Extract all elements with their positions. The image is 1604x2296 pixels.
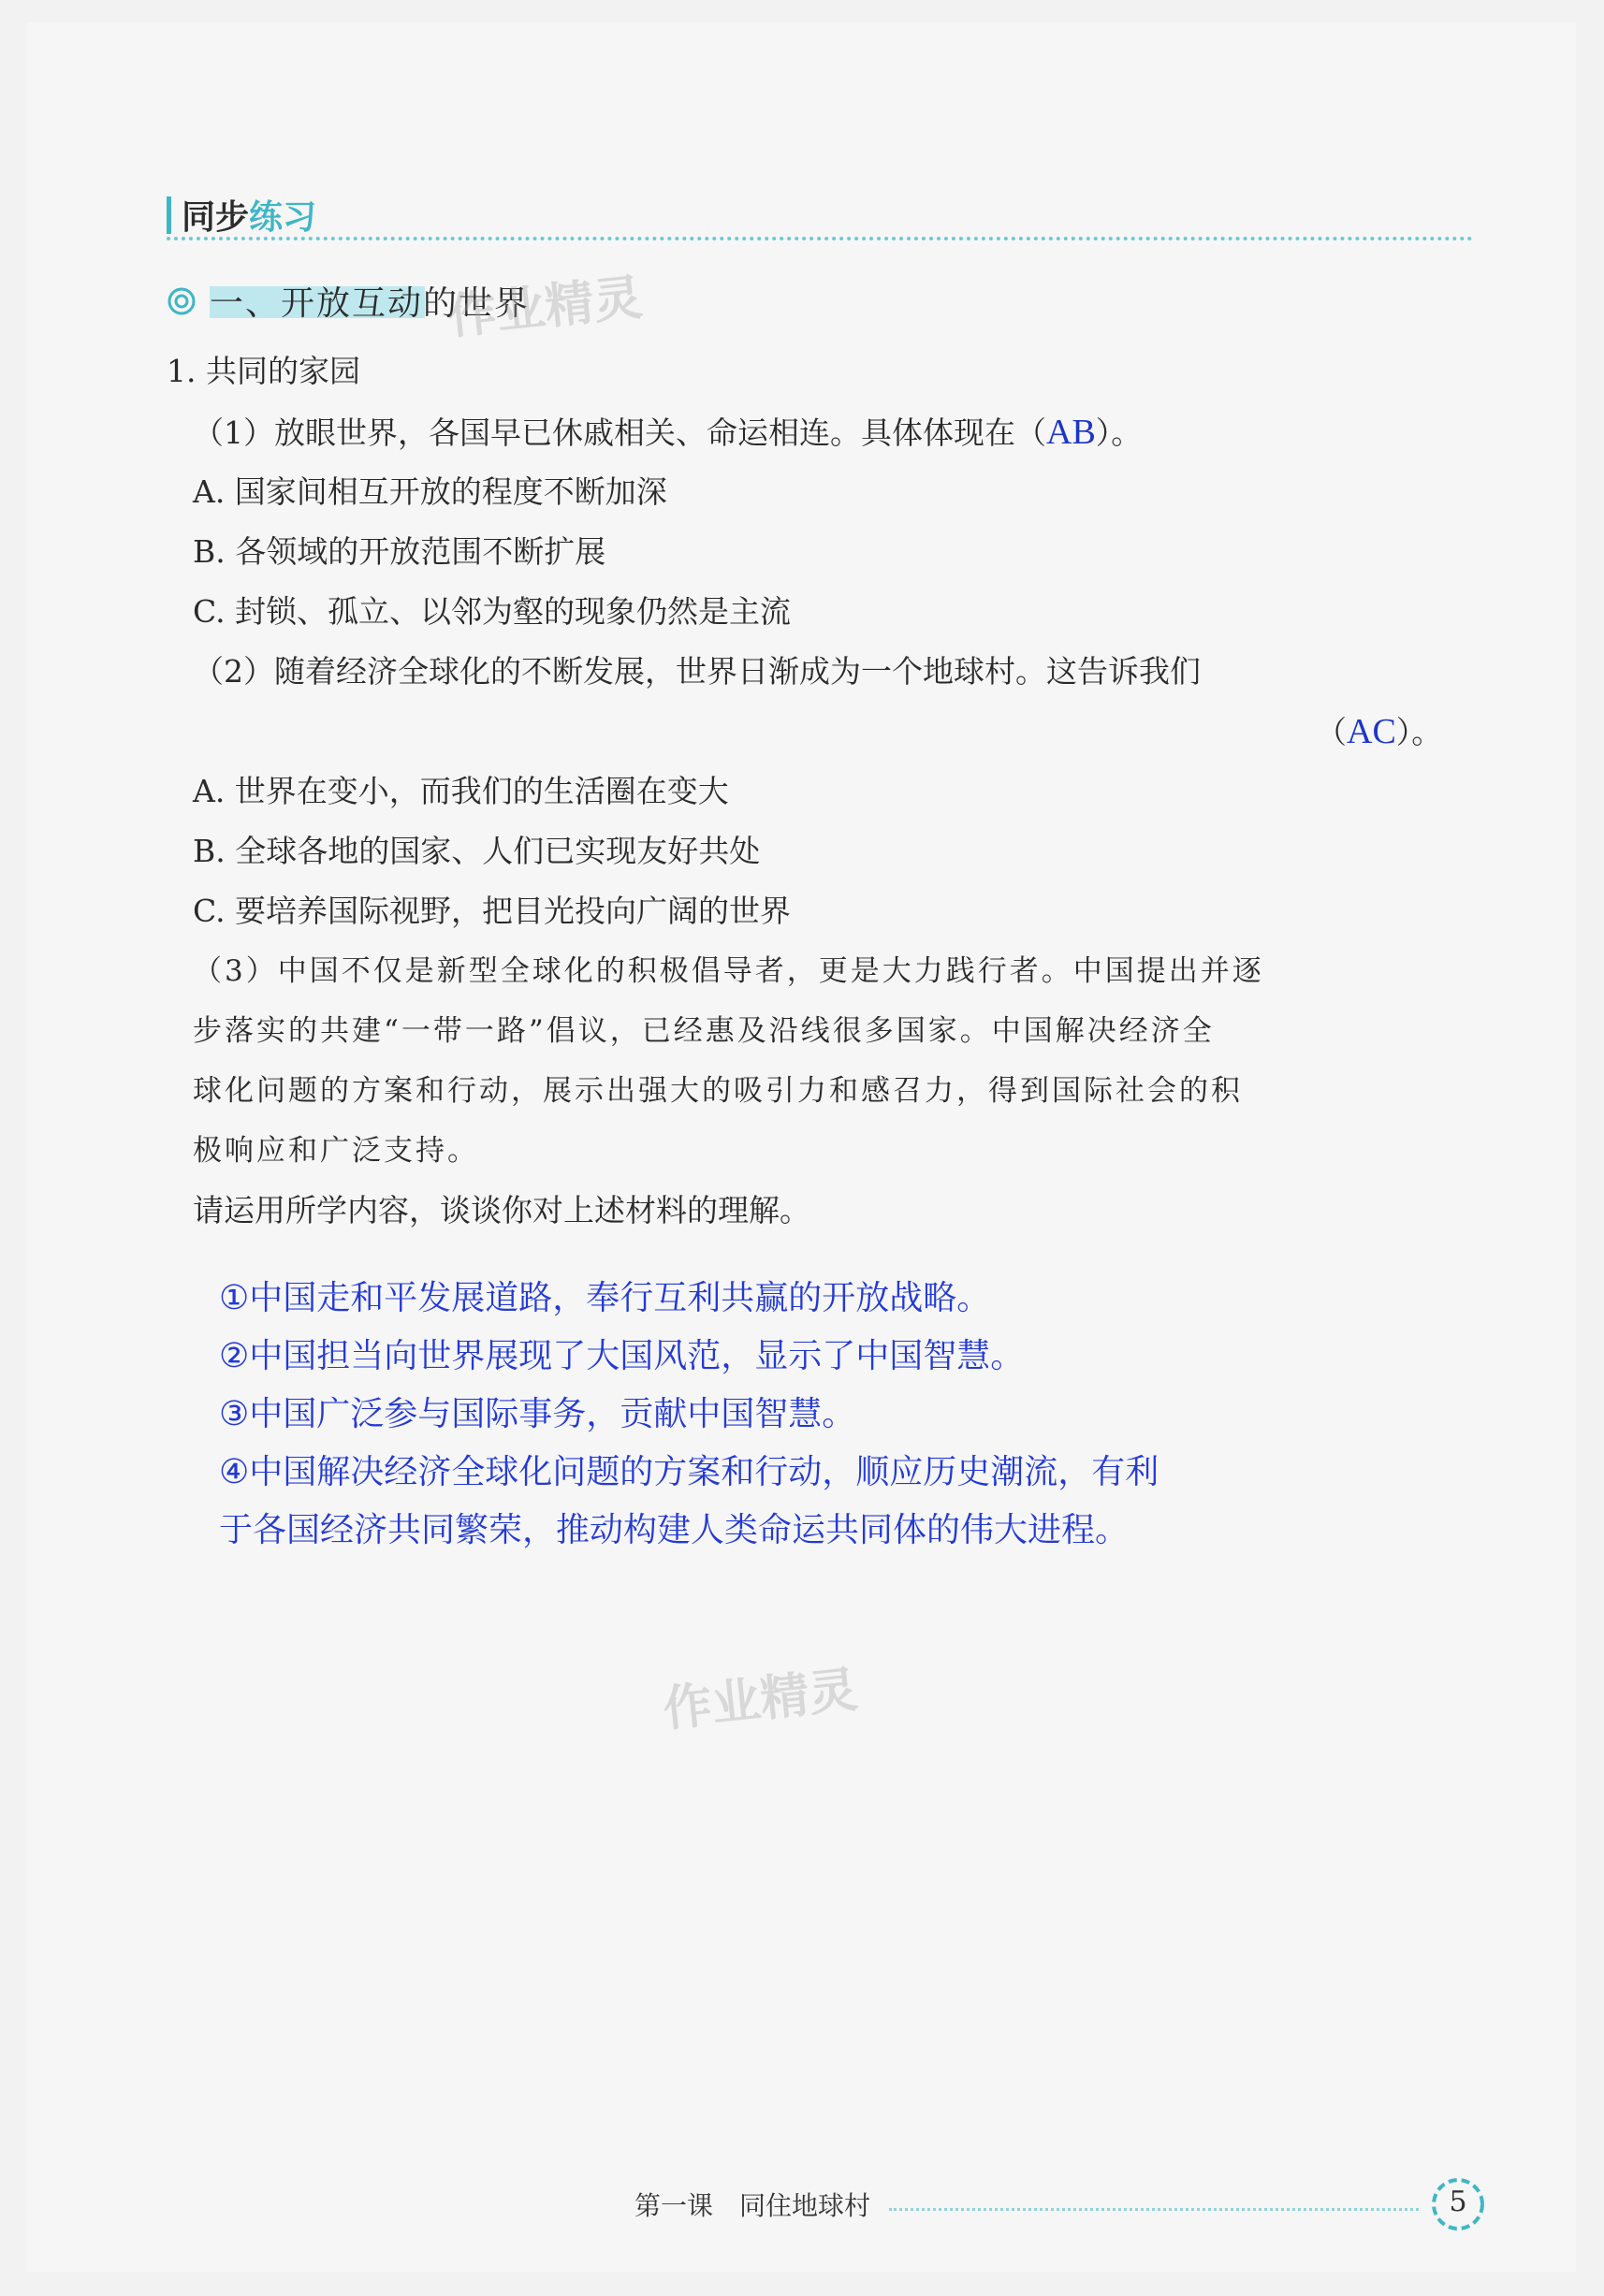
option: C. 封锁、孤立、以邻为壑的现象仍然是主流 xyxy=(193,593,792,630)
section-divider xyxy=(167,237,1473,240)
answer-line: ②中国担当向世界展现了大国风范，显示了中国智慧。 xyxy=(219,1337,1025,1375)
page-number: 5 xyxy=(1449,2186,1467,2218)
answer-line: ①中国走和平发展道路，奉行互利共赢的开放战略。 xyxy=(219,1279,991,1317)
stem-close: ）。 xyxy=(1095,414,1143,451)
question-heading: 1. 共同的家园 xyxy=(167,353,360,389)
footer-chapter: 第一课 同住地球村 xyxy=(634,2190,871,2221)
watermark: 作业精灵 xyxy=(661,1662,861,1738)
section-title-part1: 同步 xyxy=(182,198,250,237)
material-line: （3）中国不仅是新型全球化的积极倡导者，更是大力践行者。中国提出并逐 xyxy=(193,954,1264,988)
option: A. 世界在变小，而我们的生活圈在变大 xyxy=(193,773,729,809)
answer-line: ③中国广泛参与国际事务，贡献中国智慧。 xyxy=(219,1395,856,1433)
blank-close: ）。 xyxy=(1395,714,1443,750)
material-line: 极响应和广泛支持。 xyxy=(193,1134,479,1168)
footer-divider xyxy=(889,2208,1419,2211)
section-title-part2: 练习 xyxy=(249,198,317,237)
watermark: 作业精灵 xyxy=(445,269,646,346)
section-accent-bar xyxy=(167,196,171,234)
answer-choice: AB xyxy=(1046,413,1096,452)
option: A. 国家间相互开放的程度不断加深 xyxy=(193,473,667,510)
option: B. 各领域的开放范围不断扩展 xyxy=(193,533,606,570)
option: C. 要培养国际视野，把目光投向广阔的世界 xyxy=(193,893,792,929)
stem-text: （1）放眼世界，各国早已休戚相关、命运相连。具体体现在（ xyxy=(193,414,1046,451)
material-line: 步落实的共建“一带一路”倡议，已经惠及沿线很多国家。中国解决经济全 xyxy=(193,1014,1215,1048)
answer-line: 于各国经济共同繁荣，推动构建人类命运共同体的伟大进程。 xyxy=(219,1511,1130,1549)
target-icon xyxy=(167,286,197,316)
material-line: 球化问题的方案和行动，展示出强大的吸引力和感召力，得到国际社会的积 xyxy=(193,1074,1243,1108)
blank-open: （ xyxy=(1316,714,1347,750)
section-title xyxy=(182,191,316,239)
question-prompt: 请运用所学内容，谈谈你对上述材料的理解。 xyxy=(193,1192,810,1228)
answer-choice: AC xyxy=(1347,712,1396,751)
answer-blank-2 xyxy=(1316,713,1442,751)
question-stem-2: （2）随着经济全球化的不断发展，世界日渐成为一个地球村。这告诉我们 xyxy=(193,653,1201,690)
answer-line: ④中国解决经济全球化问题的方案和行动，顺应历史潮流，有利 xyxy=(219,1453,1159,1491)
workbook-page xyxy=(26,22,1576,2272)
subsection-title: 一、开放互动的世界 xyxy=(210,284,531,323)
option: B. 全球各地的国家、人们已实现友好共处 xyxy=(193,833,761,869)
question-stem-1 xyxy=(193,414,1142,452)
